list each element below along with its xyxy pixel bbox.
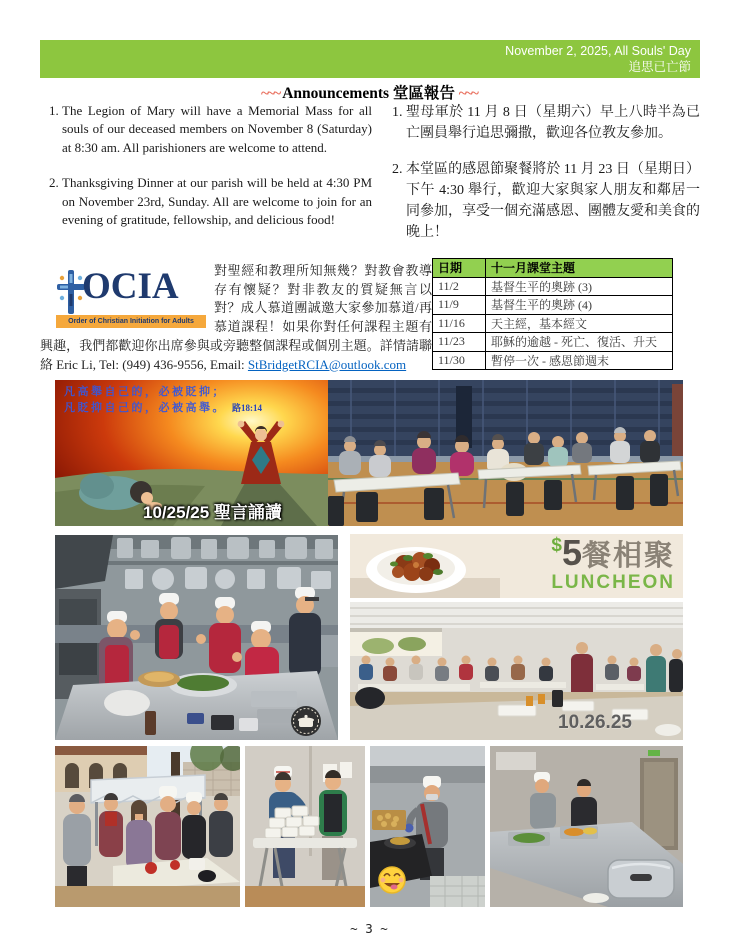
class-schedule-table: [432, 258, 673, 370]
schedule-date: 11/30: [433, 351, 486, 370]
title-text: Announcements 堂區報告: [282, 85, 455, 102]
announcements-english: [40, 102, 372, 258]
announcements-chinese: [384, 102, 700, 258]
photo-buffet-line: [490, 746, 683, 907]
price-symbol: $: [551, 535, 562, 556]
schedule-date: 11/9: [433, 296, 486, 315]
verse-line-1: 凡高舉自己的，必被貶抑；: [64, 386, 226, 398]
cook-with-love-logo-icon: [291, 706, 321, 736]
ocia-contact-name: Eric Li: [56, 356, 93, 372]
schedule-date: 11/16: [433, 314, 486, 333]
announcement-zh-item: 1. 聖母軍於 11 月 8 日（星期六）早上八時半為已亡團員舉行追思彌撒，歡迎各位教友參加。: [406, 102, 700, 144]
page-number: ~ 3 ~: [350, 921, 388, 936]
ocia-section: [40, 262, 432, 374]
boxed-meals-art: [245, 746, 365, 907]
photo-boxed-meals: [245, 746, 365, 907]
luncheon-title-zh: 餐相聚: [581, 540, 675, 572]
photo-kitchen-crew: [55, 535, 338, 740]
audience-photo: [328, 380, 683, 526]
schedule-topic: 暫停一次 - 感恩節週末: [486, 351, 673, 370]
header-date-line-zh: 追思已亡節: [628, 60, 691, 74]
luncheon-banner: [350, 534, 683, 598]
schedule-row: [433, 277, 673, 296]
announcements: [40, 102, 700, 258]
ocia-intro-text: 對聖經和教理所知無幾？對教會教導存有懷疑？對非教友的質疑無言以對？成人慕道團誠邀大家參加慕道/再慕道課程！如果你對任何課程主題有興趣，我們都歡迎你出席參與或旁聽整個課程或個別主題。詳情請聯絡: [40, 263, 432, 372]
luncheon-dish-art: [350, 534, 500, 598]
wok-cooking-art: [370, 746, 485, 907]
schedule-header-row: [433, 259, 673, 278]
bible-reading-caption: 10/25/25 聖言誦讀: [143, 503, 282, 522]
schedule-row: [433, 296, 673, 315]
schedule-topic: 基督生平的奧跡 (4): [486, 296, 673, 315]
dining-art: [350, 602, 683, 740]
announcement-zh-item: 2. 本堂區的感恩節聚餐將於 11 月 23 日（星期日）下午 4:30 舉行，歡迎大家與家人朋友和鄰居一同參加，享受一個充滿感恩、團體友愛和美食的晚上！: [406, 159, 700, 243]
photo-wok-cooking: [370, 746, 485, 907]
schedule-topic: 基督生平的奧跡 (3): [486, 277, 673, 296]
schedule-date: 11/2: [433, 277, 486, 296]
verse-line-2: [64, 399, 262, 415]
dining-caption: 10.26.25: [558, 712, 632, 733]
schedule-row: [433, 314, 673, 333]
kitchen-art: [55, 535, 338, 740]
verse-line-2-text: 凡貶抑自己的，必被高舉。: [64, 402, 226, 414]
photo-outdoor-gathering: [55, 746, 240, 907]
buffet-line-art: [490, 746, 683, 907]
ocia-logo: [56, 266, 206, 328]
bible-reading-cartoon: [55, 380, 328, 526]
ocia-contact-tel: , Tel: (949) 436-9556, Email:: [92, 356, 248, 372]
ocia-email-link[interactable]: StBridgetRCIA@outlook.com: [247, 356, 407, 372]
announcement-en-item: 2. Thanksgiving Dinner at our parish will be held at 4:30 PM on November 23rd, Sunday. All are welcome to join for an evening of gratitude, fellowship, and delicious food!: [62, 174, 372, 229]
luncheon-title-en: LUNCHEON: [551, 572, 675, 593]
page-title: [0, 81, 738, 103]
photo-bible-reading: [55, 380, 683, 526]
announcement-en-item: 1. The Legion of Mary will have a Memorial Mass for all souls of our deceased members on November 8 (Saturday) at 8:30 am. All parishioners are welcome to attend.: [62, 102, 372, 157]
ocia-logo-subtitle: Order of Christian Initiation for Adults: [56, 315, 206, 328]
schedule-date: 11/23: [433, 333, 486, 352]
luncheon-banner-text: [551, 532, 675, 593]
outdoor-art: [55, 746, 240, 907]
audience-art: [328, 380, 683, 526]
header-bar: [40, 40, 700, 78]
schedule-row: [433, 333, 673, 352]
header-date-line: November 2, 2025, All Souls' Day: [505, 44, 691, 58]
schedule-header-date: 日期: [433, 259, 486, 278]
title-decor-right: ~~~: [458, 85, 477, 102]
title-decor-left: ~~~: [261, 85, 280, 102]
schedule-topic: 天主經，基本經文: [486, 314, 673, 333]
ocia-logo-text: OCIA: [82, 266, 179, 307]
photo-row-bottom: [55, 746, 683, 907]
schedule-topic: 耶穌的逾越 - 死亡、復活、升天: [486, 333, 673, 352]
schedule-header-topic: 十一月課堂主題: [486, 259, 673, 278]
price-value: 5: [561, 532, 582, 573]
smiley-emoji-icon: [379, 867, 405, 893]
photo-dining-hall: [350, 602, 683, 740]
verse-reference: 路18:14: [232, 403, 262, 413]
schedule-row: [433, 351, 673, 370]
